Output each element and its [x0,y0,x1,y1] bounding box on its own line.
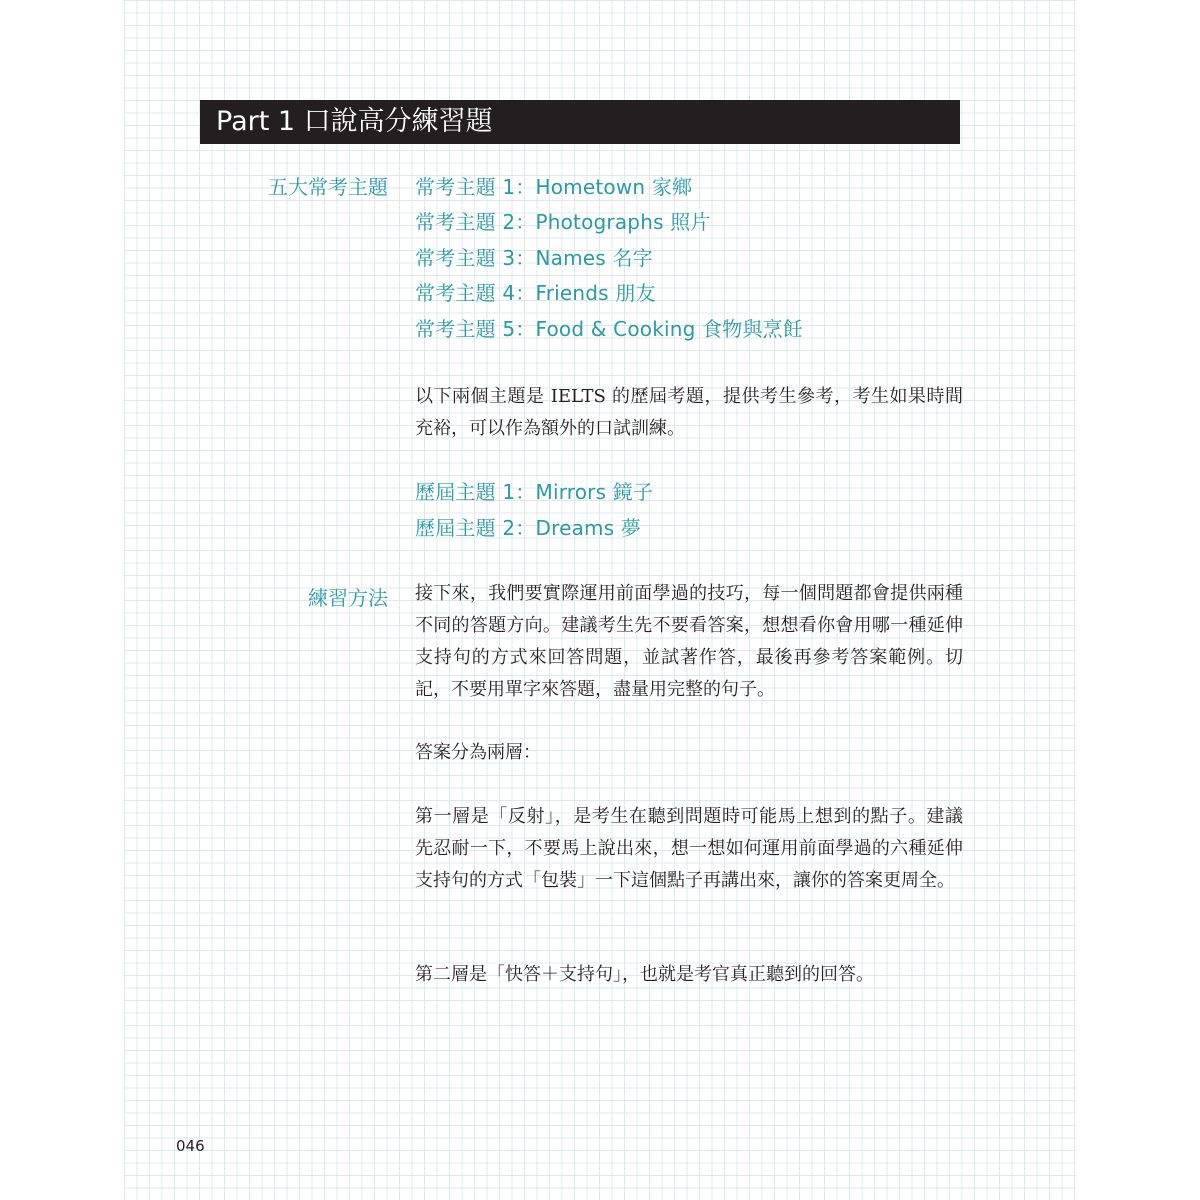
section-label-method: 練習方法 [308,586,388,610]
topic-1: 常考主題 1：Hometown 家鄉 [415,175,693,199]
topic-4: 常考主題 4：Friends 朋友 [415,281,656,305]
past-topic-2: 歷屆主題 2：Dreams 夢 [415,516,642,540]
method-paragraph-4: 第二層是「快答＋支持句」，也就是考官真正聽到的回答。 [415,964,874,985]
method-paragraph-3: 第一層是「反射」，是考生在聽到問題時可能馬上想到的點子。建議先忍耐一下，不要馬上說出來，想一想如何運用前面學過的六種延伸支持句的方式「包裝」一下這個點子再講出來，讓你的答案更周全。 [415,806,963,891]
topic-5: 常考主題 5：Food & Cooking 食物與烹飪 [415,317,804,341]
topic-2: 常考主題 2：Photographs 照片 [415,210,711,234]
section-label-topics: 五大常考主題 [268,175,388,199]
topic-3: 常考主題 3：Names 名字 [415,246,653,270]
method-paragraph-1: 接下來，我們要實際運用前面學過的技巧，每一個問題都會提供兩種不同的答題方向。建議考生先不要看答案，想想看你會用哪一種延伸支持句的方式來回答問題，並試著作答，最後再參考答案範例。切記，不要用單字來答題，盡量用完整的句子。 [415,583,963,700]
page-title: Part 1 口說高分練習題 [200,100,960,144]
method-paragraph-2: 答案分為兩層： [415,742,541,763]
page-number: 046 [176,1137,205,1155]
past-topic-1: 歷屆主題 1：Mirrors 鏡子 [415,480,654,504]
intro-paragraph: 以下兩個主題是 IELTS 的歷屆考題，提供考生參考，考生如果時間充裕，可以作為額外的口試訓練。 [415,386,963,439]
